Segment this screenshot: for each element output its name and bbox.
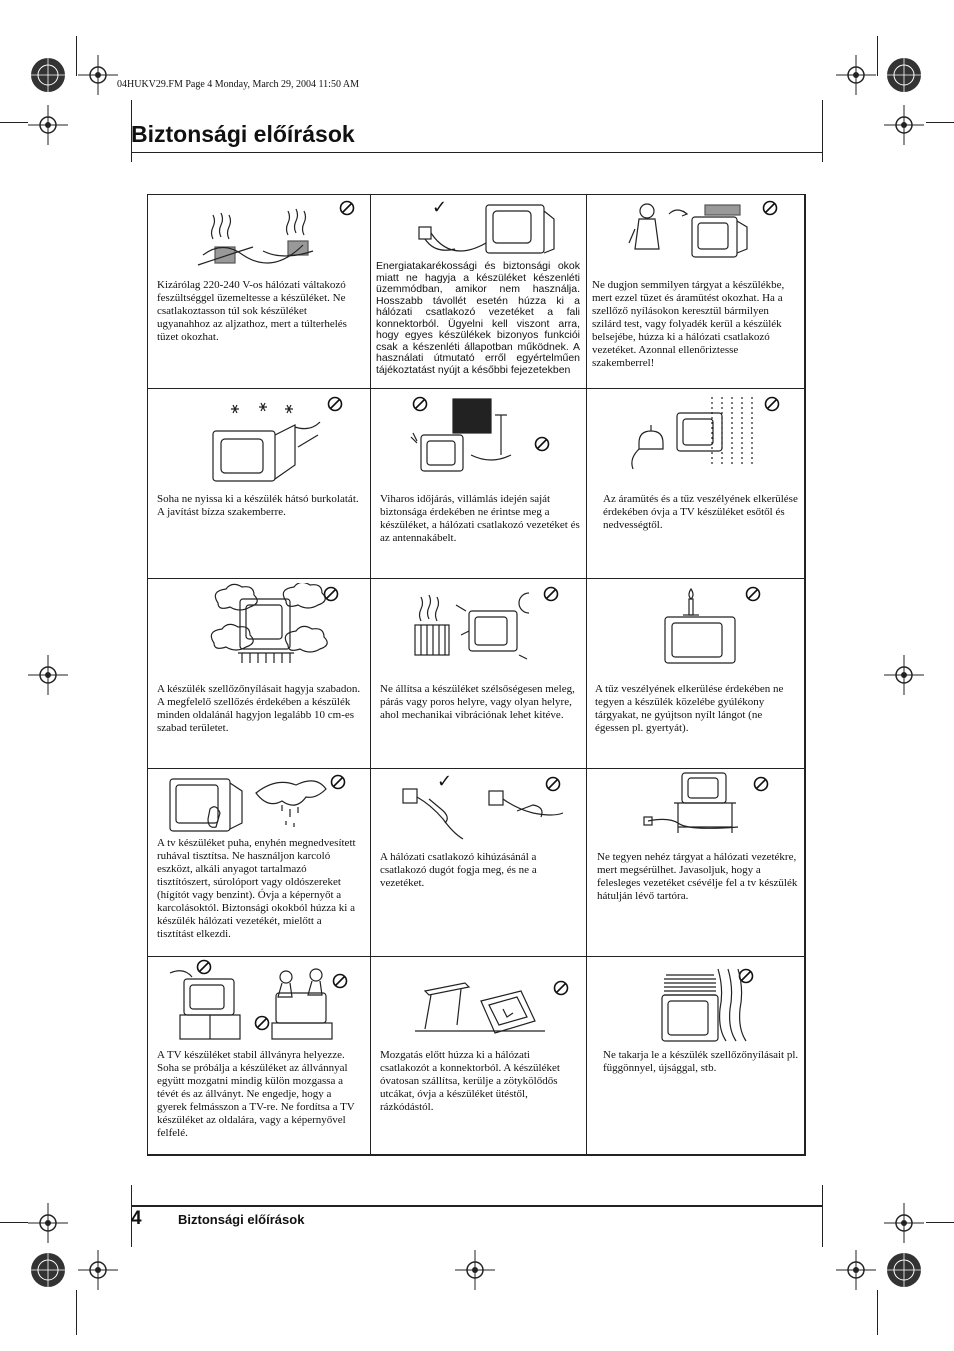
file-info: 04HUKV29.FM Page 4 Monday, March 29, 2004 11:50 AM [117,79,360,90]
registration-mark-icon [28,655,68,695]
heavy-object-on-cord-illustration [642,771,752,843]
plug-removal-illustration [399,779,569,845]
safety-cell-6 [587,389,805,579]
crop-mark [877,1290,878,1335]
footer-section-title: Biztonsági előírások [178,1212,305,1227]
safety-text: Az áramütés és a tűz veszélyének elkerülése érdekében óvja a TV készüléket esőtől és nedvességtől. [603,493,798,531]
safety-cell-15 [587,957,805,1155]
cleaning-illustration [166,773,336,839]
registration-mark-icon [884,655,924,695]
open-back-cover-illustration [203,397,333,487]
page-number: 4 [131,1208,142,1229]
covered-vents-illustration [652,965,762,1045]
checkmark-icon: ✓ [432,197,448,218]
safety-text: Ne dugjon semmilyen tárgyat a készülékbe, mert ezzel tüzet és áramütést okozhat. Ha a szellőző nyílásokon keresztül bármilyen szilárd test, vagy folyadék kerül a készülék belsejébe, húzza ki a hálózati csatlakozó vezetéket. Azonnal ellenőriztesse szakemberrel! [592,279,785,369]
safety-cell-8 [371,579,587,769]
safety-cell-14 [371,957,587,1155]
crop-mark [822,1185,823,1247]
safety-cell-13 [148,957,371,1155]
safety-text: Viharos időjárás, villámlás idején saját biztonsága érdekében ne érintse meg a készüléket, a hálózati csatlakozó vezetéket és az antennakábelt. [380,493,580,544]
safety-cell-9 [587,579,805,769]
registration-mark-icon [884,105,924,145]
prohibited-icon [534,436,550,452]
safety-text: A TV készüléket stabil állványra helyezze. Soha se próbálja a készüléket az állvánnyal együtt mozgatni mindig külön mozgassa a tévét és az állványt. Ne engedje, hogy a gyerek felmásszon a TV-re. Ne fordítsa a TV készüléket az oldalára, vagy a képernyővel felfelé. [157,1049,355,1139]
prohibited-icon [762,200,778,216]
safety-text: Ne tegyen nehéz tárgyat a hálózati vezetékre, mert megsérülhet. Javasoljuk, hogy a felesleges vezetéket csévélje fel a tv készülék hátulján lévő tartóra. [597,851,798,902]
registration-mark-icon [28,55,68,95]
checkmark-icon: ✓ [437,771,453,792]
registration-mark-icon [836,1250,876,1290]
overloaded-socket-illustration [193,205,323,275]
prohibited-icon [745,586,761,602]
crop-mark [926,122,954,123]
safety-text: A tűz veszélyének elkerülése érdekében ne tegyen a készülék közelébe gyúlékony tárgyakat, ne gyújtson nyílt lángot (ne égessen pl. gyertyát). [595,683,784,734]
crop-mark [0,122,28,123]
safety-cell-3 [587,195,805,389]
falling-tv-illustration [411,971,551,1041]
registration-mark-icon [78,1250,118,1290]
safety-text: Mozgatás előtt húzza ki a hálózati csatlakozót a konnektorból. A készüléket óvatosan szállítsa, kerülje a zötykölődős utcákat, óvja a készüléket ütéstől, rázkódástól. [380,1049,560,1113]
registration-mark-icon [884,1250,924,1290]
registration-mark-icon [28,1250,68,1290]
safety-cell-11 [371,769,587,957]
crop-mark [0,1222,28,1223]
footer-rule [131,1205,822,1207]
crop-mark [926,1222,954,1223]
safety-text: A hálózati csatlakozó kihúzásánál a csatlakozó dugót fogja meg, és ne a vezetéket. [380,851,537,889]
header-rule [131,152,822,153]
heat-dust-illustration [401,585,551,667]
safety-cell-1 [148,195,371,389]
safety-cell-4 [148,389,371,579]
safety-text: Kizárólag 220-240 V-os hálózati váltakozó feszültséggel üzemeltesse a készüléket. Ne csatlakoztasson túl sok készüléket ugyanahhoz az aljzathoz, mert a túlterhelés tüzet okozhat. [157,279,347,343]
safety-text: A tv készüléket puha, enyhén megnedvesített ruhával tisztítsa. Ne használjon karcoló eszközt, alkáli anyagot tartalmazó tisztítószert, súrolóport vagy oldószereket (hígítót vagy benzint). Óvja a képernyőt a karcolásoktól. Biztonsági okokból húzza ki a készülék hálózati vezetékét, mielőtt a tisztítást elkezdi. [157,837,356,940]
registration-mark-icon [78,55,118,95]
safety-text: A készülék szellőzőnyílásait hagyja szabadon. A megfelelő szellőzés érdekében a készülék minden oldalánál hagyjon legalább 10 cm-es szabad területet. [157,683,361,734]
registration-mark-icon [884,55,924,95]
prohibited-icon [339,200,355,216]
safety-cell-5 [371,389,587,579]
safety-text: Ne állítsa a készüléket szélsőségesen meleg, párás vagy poros helyre, vagy olyan helyre, ahol mechanikai vibrációnak lehet kitéve. [380,683,575,721]
unplug-tv-illustration [411,197,561,265]
safety-cell-7 [148,579,371,769]
safety-grid [147,194,806,1156]
registration-mark-icon [836,55,876,95]
crop-mark [76,36,77,76]
object-into-tv-illustration [627,199,757,274]
crop-mark [877,36,878,76]
safety-text: Energiatakarékossági és biztonsági okok miatt ne hagyja a készüléket készenléti üzemmódban, amikor nem használja. Hosszabb távollét esetén húzza ki a hálózati csatlakozó vezetéket a fali konnektorból. Ügyelni kell viszont arra, hogy egyes készülékek bizonyos funkciói csak a készenléti állapotban működnek. A használati útmutató erről egyértelműen tájékoztatást nyújt a későbbi fejezetekben [376,260,580,376]
safety-cell-10 [148,769,371,957]
registration-mark-icon [28,105,68,145]
safety-text: Soha ne nyissa ki a készülék hátsó burkolatát. A javítást bízza szakemberre. [157,493,359,518]
crop-mark [822,100,823,162]
prohibited-icon [553,980,569,996]
registration-mark-icon [884,1203,924,1243]
registration-mark-icon [28,1203,68,1243]
prohibited-icon [753,776,769,792]
ventilation-space-illustration [208,583,328,665]
registration-mark-icon [455,1250,495,1290]
page-title: Biztonsági előírások [131,121,355,147]
safety-cell-12 [587,769,805,957]
lightning-storm-illustration [401,395,531,481]
safety-cell-2 [371,195,587,389]
crop-mark [76,1290,77,1335]
safety-text: Ne takarja le a készülék szellőzőnyílásait pl. függönnyel, újsággal, stb. [603,1049,799,1074]
rain-moisture-illustration [617,395,767,477]
candle-on-tv-illustration [657,585,747,667]
stable-stand-illustration [166,965,346,1043]
